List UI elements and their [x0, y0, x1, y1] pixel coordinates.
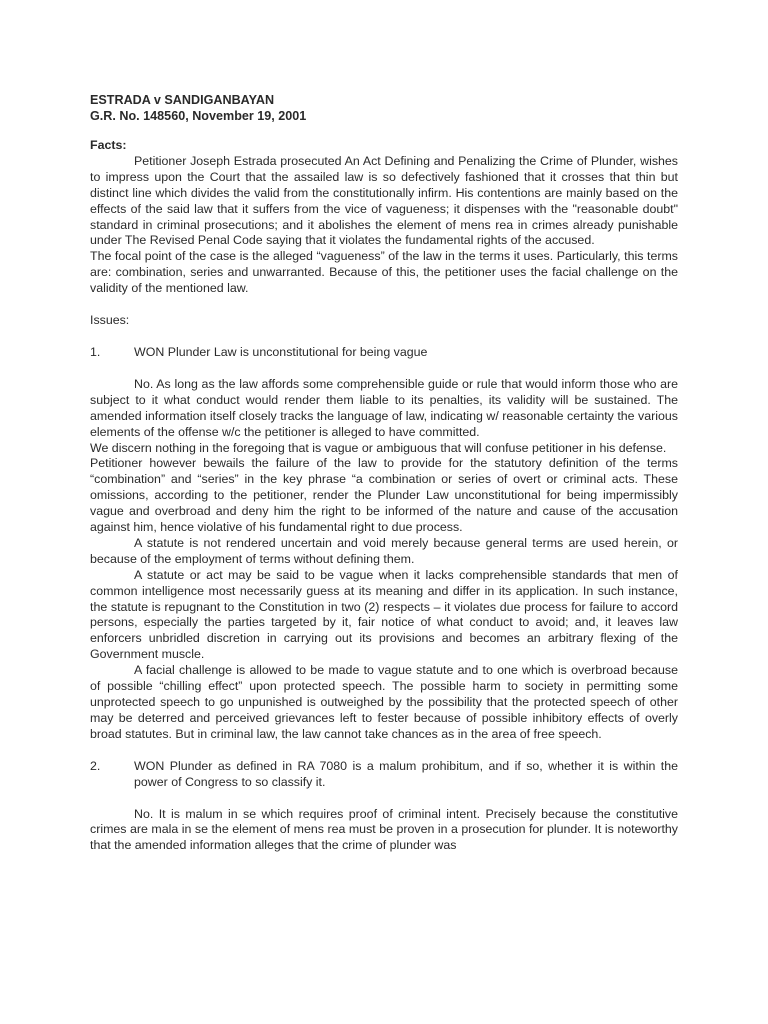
issue-1-answer-paragraph-2: We discern nothing in the foregoing that is vague or ambiguous that will confuse petitioner in his defense. — [90, 440, 667, 455]
document-page — [90, 92, 678, 854]
spacer — [90, 361, 678, 377]
issue-1-answer-paragraph-6: A facial challenge is allowed to be made to vague statute and to one which is overbroad because of possible “chilling effect” upon protected speech. The possible harm to society in permitting some unprotected speech to go unpunished is outweighed by the possibility that the protected speech of other may be deterred and perceived grievances left to fester because of possible inhibitory effects of overly broad statutes. But in criminal law, the law cannot take chances as in the area of free speech. — [90, 663, 678, 741]
spacer — [90, 743, 678, 759]
issue-2-number: 2. — [90, 758, 101, 773]
issue-2-text: WON Plunder as defined in RA 7080 is a malum prohibitum, and if so, whether it is within the power of Congress to so classify it. — [134, 758, 678, 789]
case-title: ESTRADA v SANDIGANBAYAN — [90, 93, 275, 107]
spacer — [90, 329, 678, 345]
facts-paragraph-1: Petitioner Joseph Estrada prosecuted An Act Defining and Penalizing the Crime of Plunder, wishes to impress upon the Court that the assailed law is so defectively fashioned that it crosses that thin but distinct line which divides the valid from the constitutionally infirm. His contentions are mainly based on the effects of the said law that it suffers from the vice of vagueness; it dispenses with the "reasonable doubt" standard in criminal prosecutions; and it abolishes the element of mens rea in crimes already punishable under The Revised Penal Code saying that it violates the fundamental rights of the accused. — [90, 153, 678, 248]
issue-1-text: WON Plunder Law is unconstitutional for being vague — [134, 344, 428, 359]
issue-2-answer-paragraph-1: No. It is malum in se which requires proof of criminal intent. Precisely because the constitutive crimes are mala in se the element of mens rea must be proven in a prosecution for plunder. It is noteworthy that the amended information alleges that the crime of plunder was — [90, 806, 678, 853]
facts-heading: Facts: — [90, 138, 127, 152]
issues-heading: Issues: — [90, 313, 130, 328]
issue-1-question — [90, 345, 678, 361]
spacer — [90, 791, 678, 807]
issue-1-answer-paragraph-1: No. As long as the law affords some comprehensible guide or rule that would inform those who are subject to it what conduct would render them liable to its penalties, its validity will be sustained. The amended information itself closely tracks the language of law, indicating w/ reasonable certainty the various elements of the offense w/c the petitioner is alleged to have committed. — [90, 376, 678, 439]
issue-1-answer-paragraph-5: A statute or act may be said to be vague when it lacks comprehensible standards that men of common intelligence most necessarily guess at its meaning and differ in its application. In such instance, the statute is repugnant to the Constitution in two (2) respects – it violates due process for failure to accord persons, especially the parties targeted by it, fair notice of what conduct to avoid; and, it leaves law enforcers unbridled discretion in carrying out its provisions and becomes an arbitrary flexing of the Government muscle. — [90, 567, 678, 662]
spacer — [90, 297, 678, 313]
issue-2-question — [90, 759, 678, 791]
facts-paragraph-2: The focal point of the case is the alleged “vagueness” of the law in the terms it uses. Particularly, this terms are: combination, series and unwarranted. Because of this, the petitioner uses the facial challenge on the validity of the mentioned law. — [90, 249, 678, 296]
issue-1-number: 1. — [90, 344, 101, 359]
issue-1-answer-paragraph-3: Petitioner however bewails the failure of the law to provide for the statutory definition of the terms “combination” and “series” in the key phrase “a combination or series of overt or criminal acts. These omissions, according to the petitioner, render the Plunder Law unconstitutional for being impermissibly vague and overbroad and deny him the right to be informed of the nature and cause of the accusation against him, hence violative of his fundamental right to due process. — [90, 456, 678, 535]
case-citation: G.R. No. 148560, November 19, 2001 — [90, 109, 307, 123]
issue-1-answer-paragraph-4: A statute is not rendered uncertain and void merely because general terms are used herein, or because of the employment of terms without defining them. — [90, 535, 678, 566]
